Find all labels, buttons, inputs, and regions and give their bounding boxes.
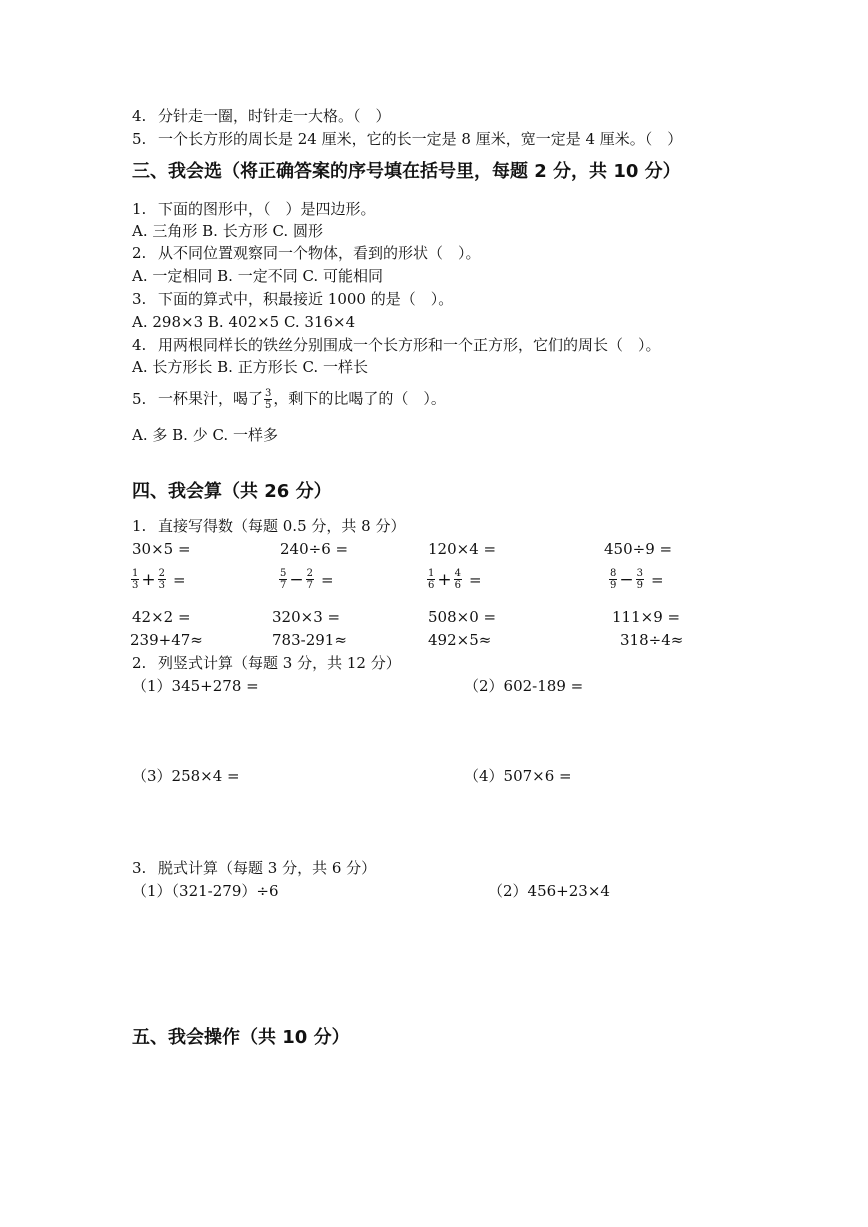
oral-calc-item: 508×0 = [428,608,497,626]
oral-calc-item: 42×2 = [132,608,191,626]
oral-calc-item: 320×3 = [272,608,341,626]
choice-q5-options: A. 多 B. 少 C. 一样多 [132,426,278,444]
vertical-calc-item: （3）258×4 = [132,767,240,785]
estimate-item: 318÷4≈ [620,631,684,649]
section-calc-title: 四、我会算（共 26 分） [132,481,332,502]
calc-sub3: 3. 脱式计算（每题 3 分，共 6 分） [132,859,377,877]
section-operate-title: 五、我会操作（共 10 分） [132,1027,350,1048]
calc-sub1: 1. 直接写得数（每题 0.5 分，共 8 分） [132,517,406,535]
choice-q4-options: A. 长方形长 B. 正方形长 C. 一样长 [132,358,368,376]
choice-q3-options: A. 298×3 B. 402×5 C. 316×4 [132,313,356,331]
vertical-calc-item: （4）507×6 = [464,767,572,785]
fraction-calc-item: $\frac{1}{6}$ + $\frac{4}{6}$ = [428,568,482,591]
choice-q1-options: A. 三角形 B. 长方形 C. 圆形 [132,222,323,240]
oral-calc-item: 30×5 = [132,540,191,558]
oral-calc-item: 240÷6 = [280,540,349,558]
estimate-item: 239+47≈ [130,631,203,649]
choice-q2-options: A. 一定相同 B. 一定不同 C. 可能相同 [132,267,383,285]
fraction-calc-item: $\frac{5}{7}$ − $\frac{2}{7}$ = [280,568,334,591]
choice-q4: 4. 用两根同样长的铁丝分别围成一个长方形和一个正方形，它们的周长（ ）。 [132,336,661,354]
stepwise-calc-item: （2）456+23×4 [488,882,610,900]
estimate-item: 783-291≈ [272,631,347,649]
judge-item-4: 4. 分针走一圈，时针走一大格。（ ） [132,107,391,125]
choice-q3: 3. 下面的算式中，积最接近 1000 的是（ ）。 [132,290,454,308]
oral-calc-item: 450÷9 = [604,540,673,558]
section-choice-title: 三、我会选（将正确答案的序号填在括号里，每题 2 分，共 10 分） [132,161,681,182]
estimate-item: 492×5≈ [428,631,492,649]
oral-calc-item: 120×4 = [428,540,497,558]
choice-q5: 5. 一杯果汁，喝了 $\frac{3}{5}$ ，剩下的比喝了的（ ）。 [132,388,446,411]
judge-item-5: 5. 一个长方形的周长是 24 厘米，它的长一定是 8 厘米，宽一定是 4 厘米。（ ） [132,130,683,148]
fraction: $\frac{3}{5}$ [265,388,272,411]
fraction-calc-item: $\frac{1}{3}$ + $\frac{2}{3}$ = [132,568,186,591]
stepwise-calc-item: （1）（321-279）÷6 [132,882,279,900]
vertical-calc-item: （1）345+278 = [132,677,259,695]
choice-q2: 2. 从不同位置观察同一个物体，看到的形状（ ）。 [132,244,481,262]
calc-sub2: 2. 列竖式计算（每题 3 分，共 12 分） [132,654,401,672]
fraction-calc-item: $\frac{8}{9}$ − $\frac{3}{9}$ = [610,568,664,591]
vertical-calc-item: （2）602-189 = [464,677,584,695]
oral-calc-item: 111×9 = [612,608,681,626]
choice-q1: 1. 下面的图形中，（ ）是四边形。 [132,200,376,218]
